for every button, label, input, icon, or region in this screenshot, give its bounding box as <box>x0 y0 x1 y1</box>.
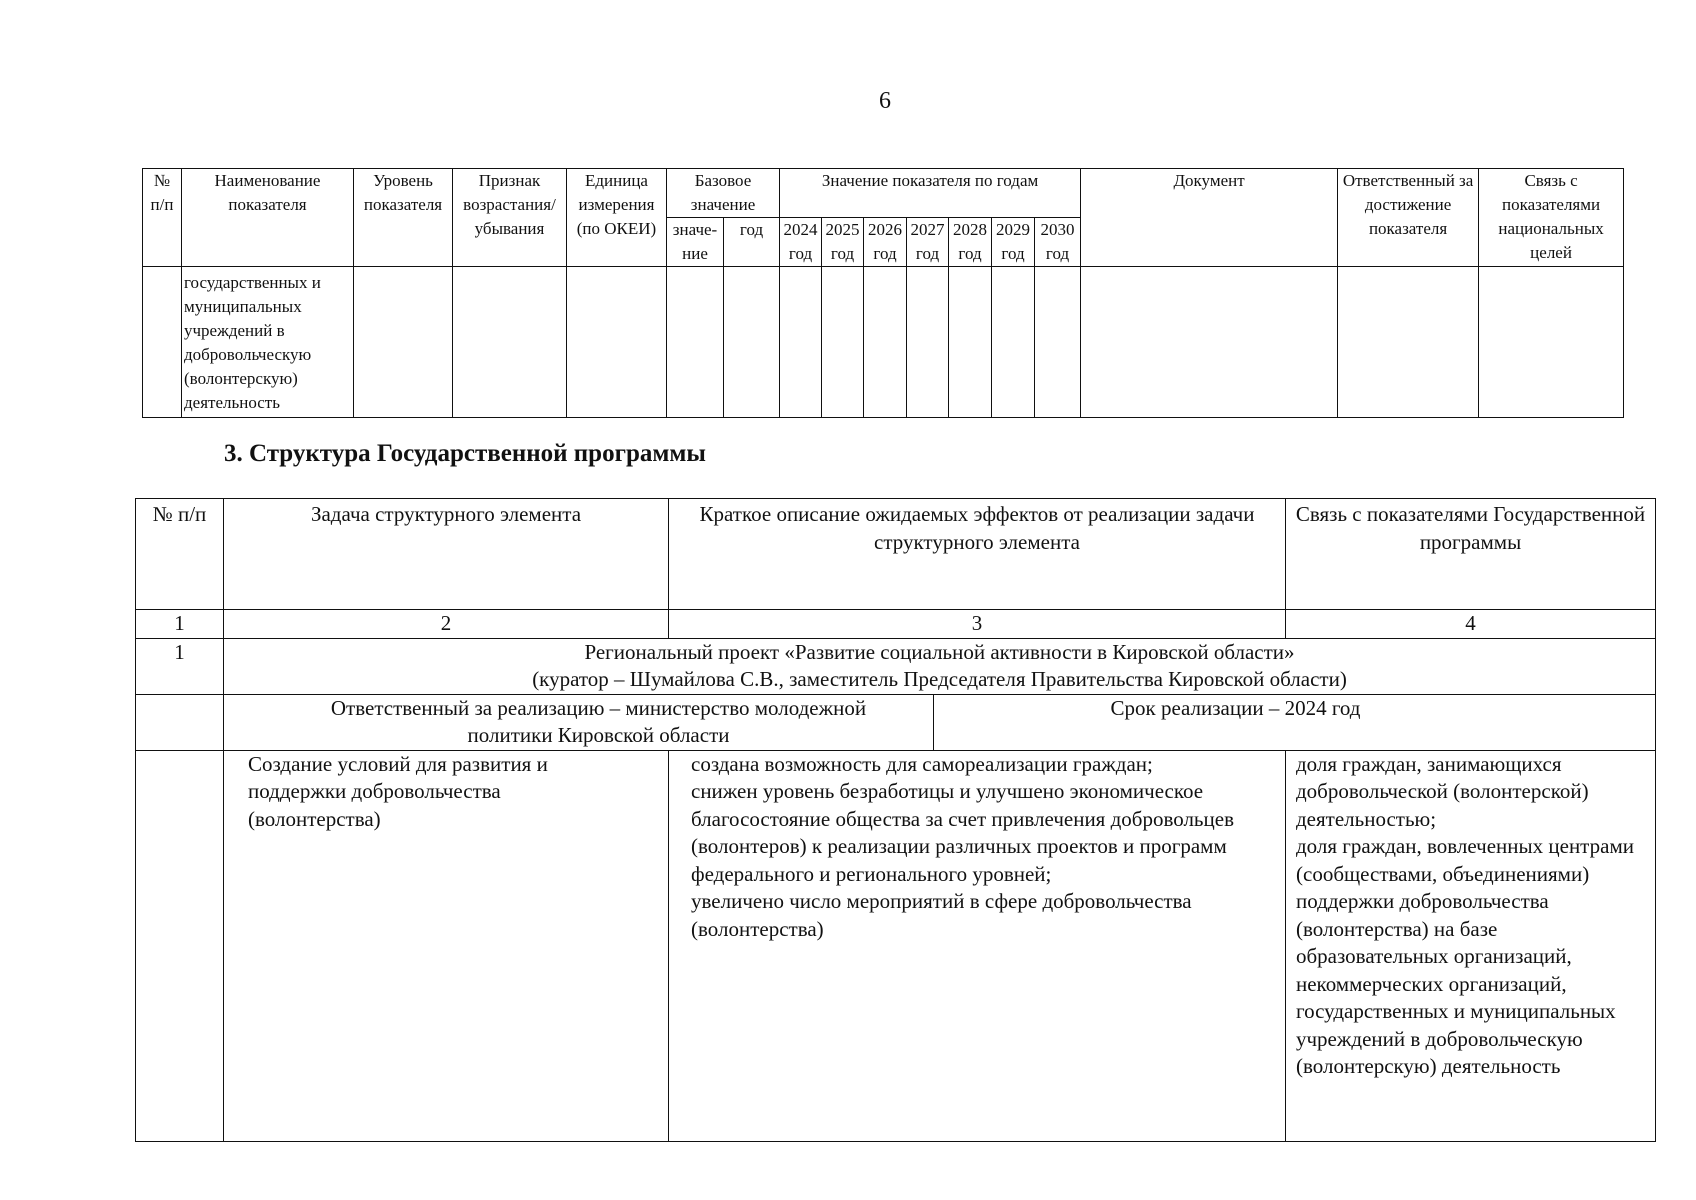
project-title: Региональный проект «Развитие социальной активности в Кировской области» <box>584 639 1295 664</box>
effect-item: увеличено число мероприятий в сфере добровольчества (волонтерства) <box>691 889 1192 941</box>
column-number: 4 <box>1286 610 1656 639</box>
col-year-header: 2026 год <box>864 218 907 267</box>
col-num-header: № п/п <box>136 499 224 610</box>
table-cell <box>136 750 224 1141</box>
table-cell <box>667 267 724 418</box>
structure-table <box>135 498 1656 1142</box>
table-cell <box>1081 267 1338 418</box>
col-year-header: 2025 год <box>822 218 864 267</box>
col-document-header: Документ <box>1081 169 1338 267</box>
col-year-header: 2029 год <box>992 218 1035 267</box>
column-number: 1 <box>136 610 224 639</box>
project-number: 1 <box>136 638 224 694</box>
col-link-header: Связь с показателями национальных целей <box>1479 169 1624 267</box>
table-cell <box>907 267 949 418</box>
section-title: 3. Структура Государственной программы <box>224 440 706 467</box>
table-cell <box>1338 267 1479 418</box>
table-cell <box>1479 267 1624 418</box>
table-cell <box>992 267 1035 418</box>
table-cell <box>1035 267 1081 418</box>
effects-cell <box>669 750 1286 1141</box>
column-number: 2 <box>224 610 669 639</box>
table-cell <box>724 267 780 418</box>
col-trend-header: Признак возрастания/ убывания <box>453 169 567 267</box>
links-cell <box>1286 750 1656 1141</box>
link-item: доля граждан, вовлеченных центрами (сообществами, объединениями) поддержки добровольчества (волонтерства) на базе образовательных организаций, некоммерческих организаций, государственных и муниципальных учреждений в добровольческую (волонтерскую) деятельность <box>1296 834 1634 1078</box>
column-numbers-row <box>136 610 1656 639</box>
table-cell <box>143 267 182 418</box>
col-responsible-header: Ответственный за достижение показателя <box>1338 169 1479 267</box>
col-link-header: Связь с показателями Государственной программы <box>1286 499 1656 610</box>
project-title-cell <box>224 638 1656 694</box>
col-level-header: Уровень показателя <box>354 169 453 267</box>
project-curator: (куратор – Шумайлова С.В., заместитель Председателя Правительства Кировской области) <box>532 667 1347 691</box>
table-cell <box>822 267 864 418</box>
task-row <box>136 750 1656 1141</box>
col-year-header: 2030 год <box>1035 218 1081 267</box>
responsible-row <box>136 694 1656 750</box>
table-cell <box>453 267 567 418</box>
effect-item: снижен уровень безработицы и улучшено экономическое благосостояние общества за счет привлечения добровольцев (волонтеров) к реализации различных проектов и программ федерального и регионального уровней; <box>691 779 1234 886</box>
indicators-table <box>142 168 1624 418</box>
task-cell: Создание условий для развития и поддержки добровольчества (волонтерства) <box>224 750 669 1141</box>
effect-item: создана возможность для самореализации граждан; <box>691 751 1153 776</box>
col-task-header: Задача структурного элемента <box>224 499 669 610</box>
col-base-year-header: год <box>724 218 780 267</box>
col-unit-header: Единица измерения (по ОКЕИ) <box>567 169 667 267</box>
table-cell <box>567 267 667 418</box>
col-num-header: № п/п <box>143 169 182 267</box>
col-effects-header: Краткое описание ожидаемых эффектов от реализации задачи структурного элемента <box>669 499 1286 610</box>
link-item: доля граждан, занимающихся добровольческой (волонтерской) деятельностью; <box>1296 751 1589 831</box>
col-year-header: 2024 год <box>780 218 822 267</box>
col-base-header: Базовое значение <box>667 169 780 218</box>
project-row <box>136 638 1656 694</box>
column-number: 3 <box>669 610 1286 639</box>
table-row <box>143 267 1624 418</box>
table-cell <box>949 267 992 418</box>
col-base-value-header: значе-ние <box>667 218 724 267</box>
col-name-header: Наименование показателя <box>182 169 354 267</box>
table-cell <box>864 267 907 418</box>
col-year-header: 2028 год <box>949 218 992 267</box>
responsible-cell: Ответственный за реализацию – министерство молодежной политики Кировской области <box>224 694 934 750</box>
col-years-header: Значение показателя по годам <box>780 169 1081 218</box>
table-cell <box>136 694 224 750</box>
table-cell <box>780 267 822 418</box>
indicator-name-cell: государственных и муниципальных учреждений в добровольческую (волонтерскую) деятельность <box>182 267 354 418</box>
col-year-header: 2027 год <box>907 218 949 267</box>
table-cell <box>354 267 453 418</box>
page-number: 6 <box>879 88 891 114</box>
deadline-cell: Срок реализации – 2024 год <box>934 694 1656 750</box>
